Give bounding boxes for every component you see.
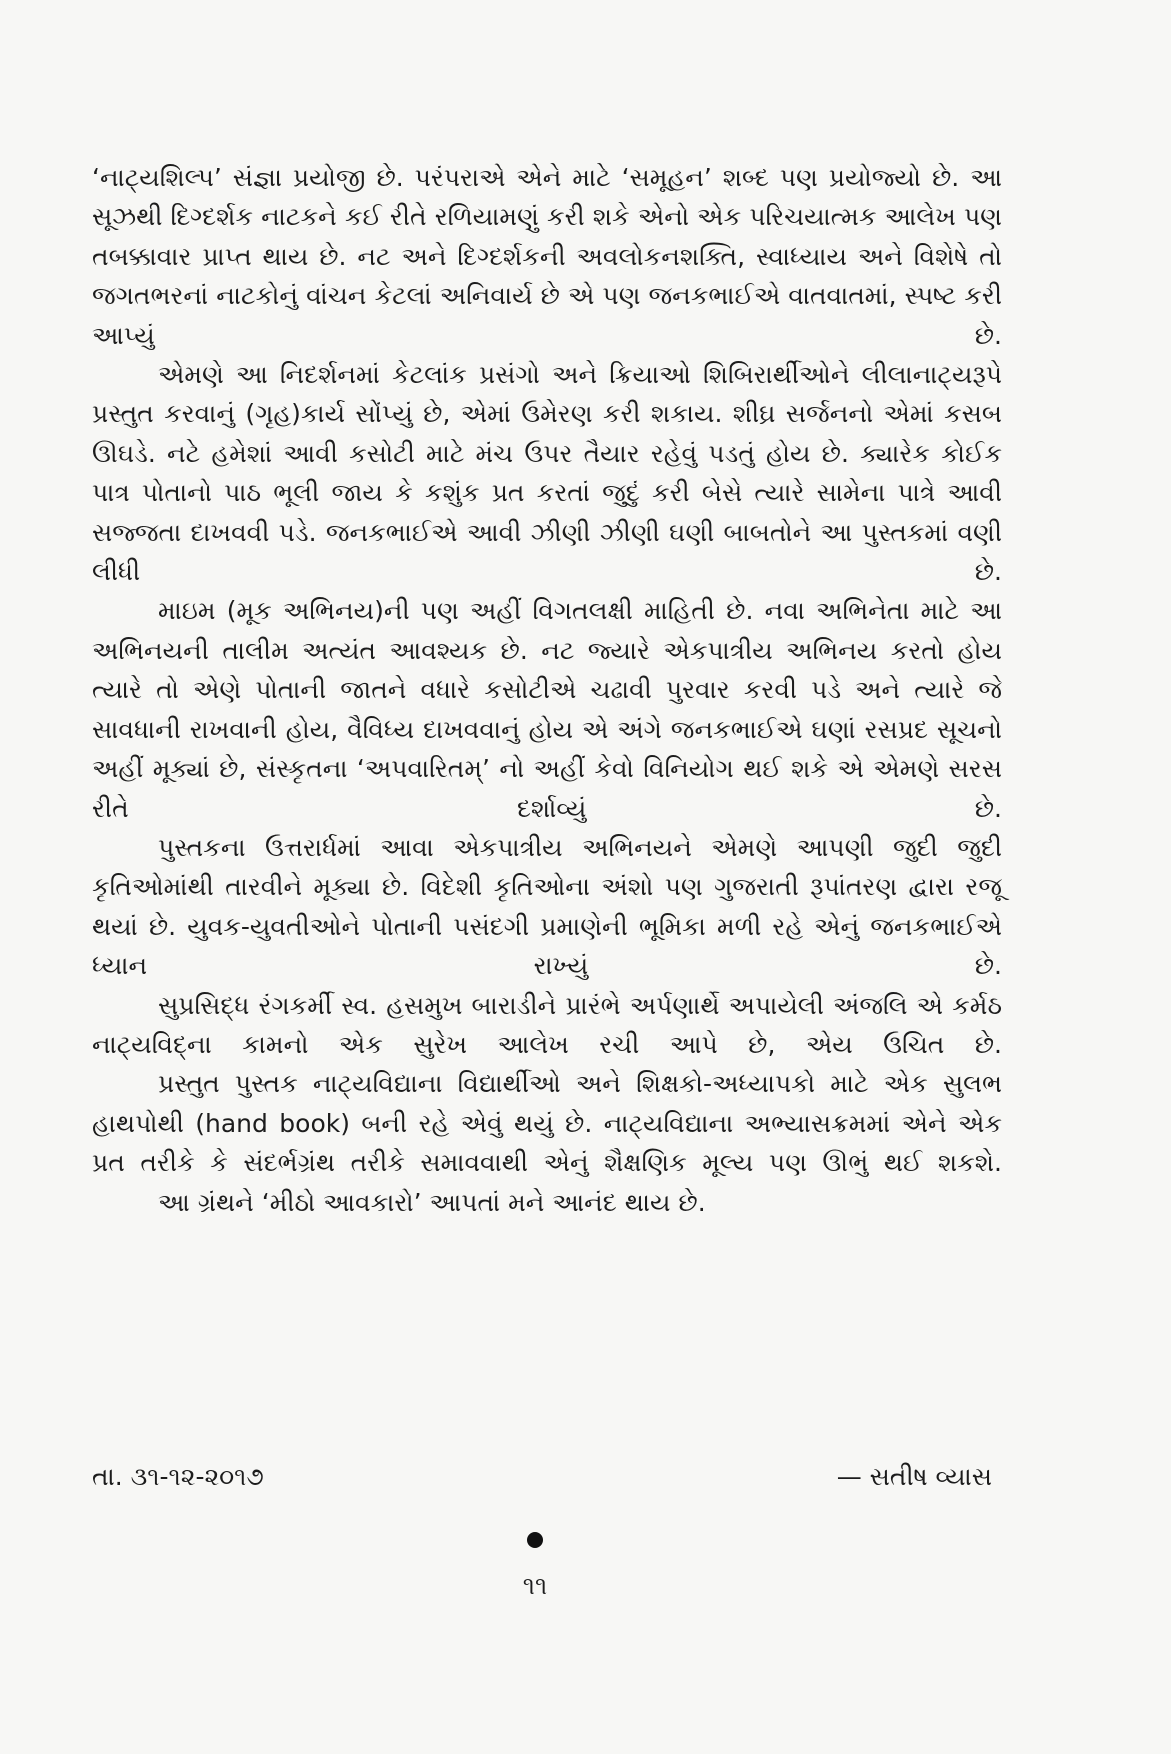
paragraph-5: સુપ્રસિદ્ધ રંગકર્મી સ્વ. હસમુખ બારાડીને પ્રારંભે અર્પણાર્થે અપાયેલી અંજલિ એ કર્મઠ નાટ્યવિદ્‌ના કામનો એક સુરેખ આલેખ રચી આપે છે, એય ઉચિત છે. xyxy=(92,990,1002,1059)
page-number: ૧૧ xyxy=(522,1571,548,1600)
body-text xyxy=(92,158,1002,1222)
paragraph-2: એમણે આ નિદર્શનમાં કેટલાંક પ્રસંગો અને ક્રિયાઓ શિબિરાર્થીઓને લીલાનાટ્યરૂપે પ્રસ્તુત કરવાનું (ગૃહ)કાર્ય સોંપ્યું છે, એમાં ઉમેરણ કરી શકાય. શીઘ્ર સર્જનનો એમાં કસબ ઊઘડે. નટે હમેશાં આવી કસોટી માટે મંચ ઉપર તૈયાર રહેવું પડતું હોય છે. ક્યારેક કોઈક પાત્ર પોતાનો પાઠ ભૂલી જાય કે કશુંક પ્રત કરતાં જુદું કરી બેસે ત્યારે સામેના પાત્રે આવી સજ્જતા દાખવવી પડે. જનકભાઈએ આવી ઝીણી ઝીણી ઘણી બાબતોને આ પુસ્તકમાં વણી લીધી છે. xyxy=(92,360,1002,587)
paragraph-6: પ્રસ્તુત પુસ્તક નાટ્યવિદ્યાના વિદ્યાર્થીઓ અને શિક્ષકો-અધ્યાપકો માટે એક સુલભ હાથપોથી (hand book) બની રહે એવું થયું છે. નાટ્યવિદ્યાના અભ્યાસક્રમમાં એને એક પ્રત તરીકે કે સંદર્ભગ્રંથ તરીકે સમાવવાથી એનું શૈક્ષણિક મૂલ્ય પણ ઊભું થઈ શકશે. xyxy=(92,1069,1002,1178)
paragraph-1: ‘નાટ્યશિલ્પ’ સંજ્ઞા પ્રયોજી છે. પરંપરાએ એને માટે ‘સમૂહન’ શબ્દ પણ પ્રયોજ્યો છે. આ સૂઝથી દિગ્દર્શક નાટકને કઈ રીતે રળિયામણું કરી શકે એનો એક પરિચયાત્મક આલેખ પણ તબક્કાવાર પ્રાપ્ત થાય છે. નટ અને દિગ્દર્શકની અવલોકનશક્તિ, સ્વાધ્યાય અને વિશેષે તો જગતભરનાં નાટકોનું વાંચન કેટલાં અનિવાર્ય છે એ પણ જનકભાઈએ વાતવાતમાં, સ્પષ્ટ કરી આપ્યું છે. xyxy=(92,163,1002,350)
bullet-dot-icon xyxy=(527,1532,543,1548)
paragraph-3: માઇમ (મૂક અભિનય)ની પણ અહીં વિગતલક્ષી માહિતી છે. નવા અભિનેતા માટે આ અભિનયની તાલીમ અત્યંત આવશ્યક છે. નટ જ્યારે એકપાત્રીય અભિનય કરતો હોય ત્યારે તો એણે પોતાની જાતને વધારે કસોટીએ ચઢાવી પુરવાર કરવી પડે અને ત્યારે જે સાવધાની રાખવાની હોય, વૈવિધ્ય દાખવવાનું હોય એ અંગે જનકભાઈએ ઘણાં રસપ્રદ સૂચનો અહીં મૂક્યાં છે, સંસ્કૃતના ‘અપવારિતમ્’ નો અહીં કેવો વિનિયોગ થઈ શકે એ એમણે સરસ રીતે દર્શાવ્યું છે. xyxy=(92,596,1002,823)
signature-row xyxy=(92,1455,992,1499)
paragraph-7: આ ગ્રંથને ‘મીઠો આવકારો’ આપતાં મને આનંદ થાય છે. xyxy=(158,1187,706,1217)
date-line: તા. ૩૧-૧૨-૨૦૧૭ xyxy=(92,1462,264,1491)
author-signature: — સતીષ વ્યાસ xyxy=(836,1462,992,1491)
paragraph-4: પુસ્તકના ઉત્તરાર્ધમાં આવા એકપાત્રીય અભિનયને એમણે આપણી જુદી જુદી કૃતિઓમાંથી તારવીને મૂક્યા છે. વિદેશી કૃતિઓના અંશો પણ ગુજરાતી રૂપાંતરણ દ્વારા રજૂ થયાં છે. યુવક-યુવતીઓને પોતાની પસંદગી પ્રમાણેની ભૂમિકા મળી રહે એનું જનકભાઈએ ધ્યાન રાખ્યું છે. xyxy=(92,832,1002,981)
